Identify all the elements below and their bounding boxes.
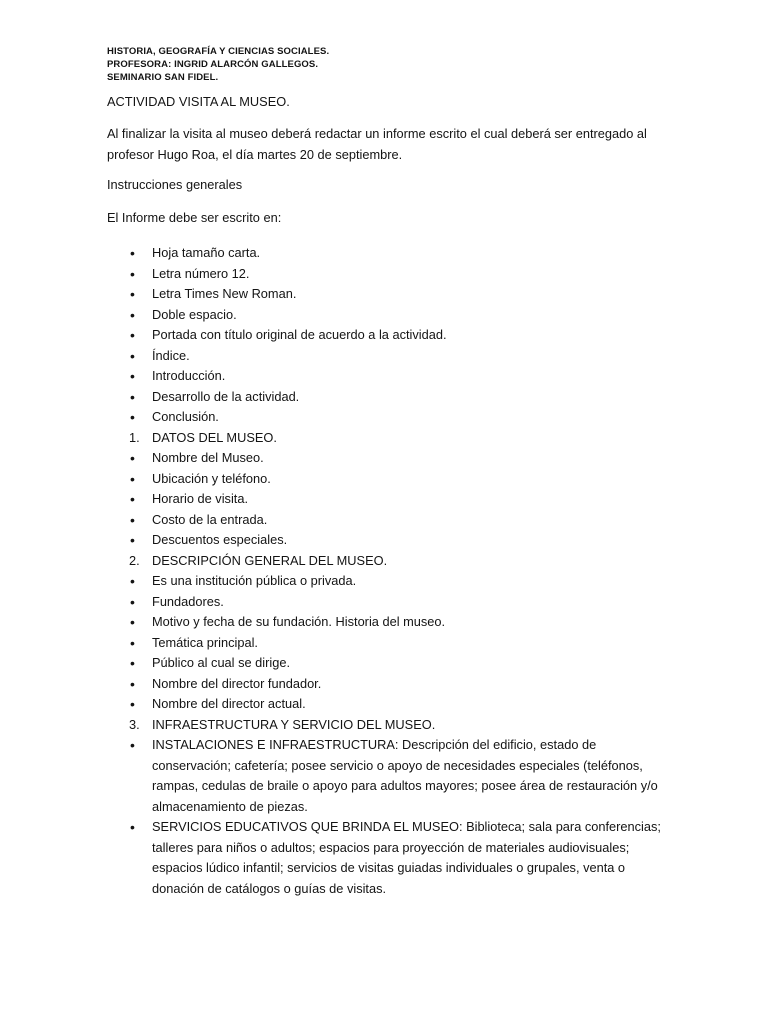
list-item: [107, 264, 667, 285]
list-item-text: Nombre del Museo.: [152, 450, 264, 465]
numbered-section-item: [107, 715, 667, 736]
bullet-marker: •: [130, 245, 135, 261]
bullet-marker: •: [130, 675, 135, 692]
bullet-marker: •: [130, 655, 135, 671]
list-item-text: Temática principal.: [152, 634, 258, 650]
activity-title: ACTIVIDAD VISITA AL MUSEO.: [107, 94, 290, 109]
list-item-text: INFRAESTRUCTURA Y SERVICIO DEL MUSEO.: [152, 716, 436, 732]
list-item: [107, 653, 667, 674]
list-item: [107, 694, 667, 715]
numbered-section-item: [107, 428, 667, 449]
bullet-marker: •: [130, 409, 135, 425]
list-item-text: Desarrollo de la actividad.: [152, 388, 300, 404]
list-item: [107, 633, 667, 654]
bullet-marker: •: [130, 573, 135, 589]
list-item-text: DESCRIPCIÓN GENERAL DEL MUSEO.: [152, 552, 388, 568]
list-item: [107, 571, 667, 592]
informe-heading: El Informe debe ser escrito en:: [107, 210, 282, 225]
bullet-marker: •: [130, 532, 135, 548]
bullet-marker: •: [130, 593, 135, 610]
bullet-marker: •: [130, 470, 135, 487]
bullet-marker: •: [130, 737, 135, 753]
list-item-text: INSTALACIONES E INFRAESTRUCTURA: Descripción del edificio, estado de conservación; cafetería; posee servicio o apoyo de necesidades especiales (teléfonos, rampas, cedulas de braile o apoyo para adultos mayores; posee área de restauración y/o almacenamiento de piezas.: [152, 737, 658, 814]
bullet-marker: •: [130, 347, 135, 364]
list-item: [107, 674, 667, 695]
intro-paragraph: [107, 124, 647, 165]
list-item-text: SERVICIOS EDUCATIVOS QUE BRINDA EL MUSEO: Biblioteca; sala para conferencias; talleres para niños o adultos; espacios para proyección de materiales audiovisuales; espacios lúdico infantil; servicios de visitas guiadas individuales o grupales, venta o donación de catálogos o guías de visitas.: [152, 819, 661, 896]
list-item-text: Nombre del director actual.: [152, 696, 306, 711]
list-item: [107, 469, 667, 490]
list-item: [107, 407, 667, 428]
bullet-marker: •: [130, 368, 135, 384]
list-item: [107, 592, 667, 613]
list-item-text: Fundadores.: [152, 593, 224, 609]
requirements-list: [107, 243, 667, 899]
document-header: [107, 45, 329, 84]
bullet-marker: •: [130, 306, 135, 323]
header-school: SEMINARIO SAN FIDEL.: [107, 72, 219, 83]
bullet-marker: •: [130, 286, 135, 302]
section-number: 3.: [129, 716, 140, 732]
list-item-text: Horario de visita.: [152, 491, 249, 506]
list-item-text: Conclusión.: [152, 409, 219, 424]
list-item-text: Letra Times New Roman.: [152, 286, 297, 301]
list-item: [107, 489, 667, 510]
list-item: [107, 612, 667, 633]
list-item: [107, 243, 667, 264]
list-item-text: Hoja tamaño carta.: [152, 245, 261, 260]
list-item: [107, 817, 667, 899]
list-item: [107, 366, 667, 387]
list-item-text: Costo de la entrada.: [152, 511, 268, 527]
list-item: [107, 346, 667, 367]
list-item-text: Introducción.: [152, 368, 226, 383]
list-item: [107, 510, 667, 531]
bullet-marker: •: [130, 614, 135, 630]
intro-line: profesor Hugo Roa, el día martes 20 de septiembre.: [107, 146, 403, 162]
bullet-marker: •: [130, 634, 135, 651]
bullet-marker: •: [130, 388, 135, 405]
list-item-text: Letra número 12.: [152, 265, 250, 281]
bullet-marker: •: [130, 327, 135, 343]
bullet-marker: •: [130, 696, 135, 712]
bullet-marker: •: [130, 450, 135, 466]
list-item: [107, 530, 667, 551]
numbered-section-item: [107, 551, 667, 572]
list-item: [107, 448, 667, 469]
header-teacher: PROFESORA: INGRID ALARCÓN GALLEGOS.: [107, 59, 319, 70]
bullet-marker: •: [130, 511, 135, 528]
bullet-marker: •: [130, 265, 135, 282]
list-item: [107, 284, 667, 305]
list-item: [107, 325, 667, 346]
list-item: [107, 305, 667, 326]
list-item: [107, 735, 667, 817]
bullet-marker: •: [130, 819, 135, 835]
list-item-text: Doble espacio.: [152, 306, 237, 322]
section-number: 2.: [129, 552, 140, 568]
intro-line: Al finalizar la visita al museo deberá redactar un informe escrito el cual deberá ser entregado al: [107, 126, 647, 141]
list-item-text: Nombre del director fundador.: [152, 675, 322, 691]
list-item: [107, 387, 667, 408]
bullet-marker: •: [130, 491, 135, 507]
section-number: 1.: [129, 429, 140, 445]
list-item-text: DATOS DEL MUSEO.: [152, 429, 277, 445]
list-item-text: Público al cual se dirige.: [152, 655, 290, 670]
list-item-text: Ubicación y teléfono.: [152, 470, 271, 486]
list-item-text: Índice.: [152, 347, 190, 363]
list-item-text: Motivo y fecha de su fundación. Historia del museo.: [152, 614, 446, 629]
list-item-text: Es una institución pública o privada.: [152, 573, 357, 588]
header-subject: HISTORIA, GEOGRAFÍA Y CIENCIAS SOCIALES.: [107, 46, 330, 57]
list-item-text: Descuentos especiales.: [152, 532, 288, 547]
instructions-heading: Instrucciones generales: [107, 177, 243, 192]
list-item-text: Portada con título original de acuerdo a la actividad.: [152, 327, 447, 342]
